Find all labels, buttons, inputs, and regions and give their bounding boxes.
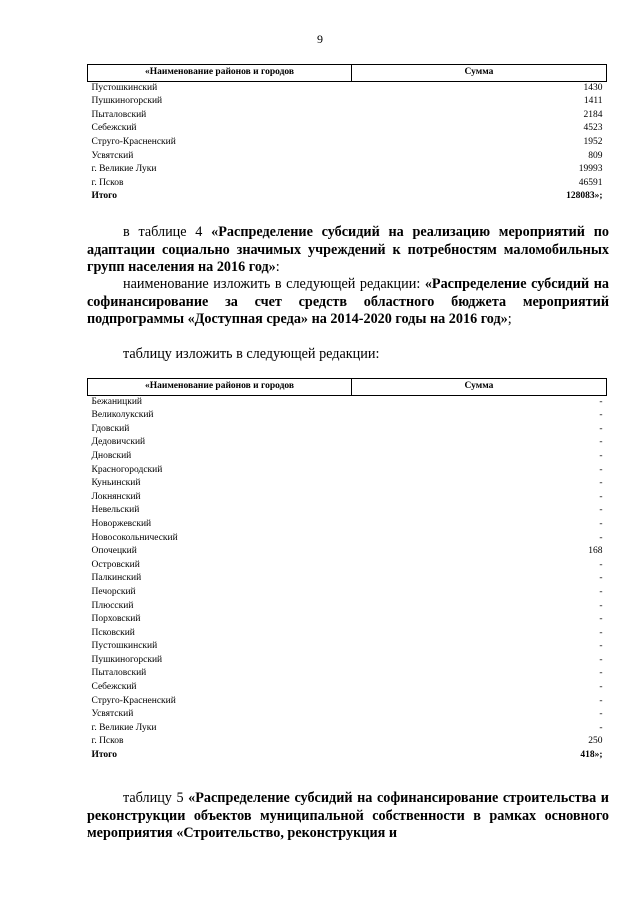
row-name-cell: Струго-Красненский <box>91 136 176 147</box>
paragraph-table-redaction: таблицу изложить в следующей редакции: <box>123 346 380 362</box>
row-name-cell: Дедовичский <box>91 437 146 448</box>
column-header-name: «Наименование районов и городов <box>88 65 352 82</box>
row-name-cell: Бежаницкий <box>91 396 142 407</box>
table-body <box>88 395 607 763</box>
paragraph-table4 <box>87 224 609 277</box>
table-row <box>88 109 607 123</box>
table-row <box>88 586 607 600</box>
row-sum-cell: 809 <box>588 150 603 161</box>
table-row <box>88 504 607 518</box>
row-sum-cell: - <box>599 478 603 489</box>
row-sum-cell: 168 <box>588 546 603 557</box>
column-header-sum: Сумма <box>352 379 607 396</box>
table-subsidies-2 <box>87 378 607 763</box>
row-name-cell: Пустошкинский <box>91 641 158 652</box>
table-row <box>88 613 607 627</box>
row-name-cell: Плюсский <box>91 600 134 611</box>
row-name-cell: Палкинский <box>91 573 142 584</box>
row-name-cell: г. Великие Луки <box>91 164 157 175</box>
table-row <box>88 122 607 136</box>
row-name-cell: Новоржевский <box>91 518 152 529</box>
row-sum-cell: 250 <box>588 736 603 747</box>
row-sum-cell: - <box>599 518 603 529</box>
table-row <box>88 559 607 573</box>
paragraph-title-redaction <box>87 276 609 329</box>
paragraph-bold-title: «Распределение субсидий на реализацию мероприятий по адаптации социально значимых учреждений к потребностям маломобильных групп населения на 2016 год» <box>87 224 610 275</box>
table-row <box>88 81 607 95</box>
paragraph-lead: наименование изложить в следующей редакции: <box>123 276 425 292</box>
table-row <box>88 177 607 191</box>
table-row <box>88 136 607 150</box>
row-name-cell: Великолукский <box>91 410 154 421</box>
row-name-cell: Усвятский <box>91 709 134 720</box>
row-sum-cell: - <box>599 709 603 720</box>
row-sum-cell: 1430 <box>583 82 603 93</box>
row-sum-cell: - <box>599 682 603 693</box>
table-row <box>88 640 607 654</box>
row-sum-cell: - <box>599 450 603 461</box>
row-name-cell: г. Псков <box>91 177 124 188</box>
row-name-cell: г. Псков <box>91 736 124 747</box>
row-sum-cell: - <box>599 722 603 733</box>
row-name-cell: Опочецкий <box>91 546 137 557</box>
table-row <box>88 423 607 437</box>
paragraph-table5 <box>87 790 609 843</box>
row-name-cell: Новосокольнический <box>91 532 178 543</box>
table-header-row <box>88 379 607 396</box>
row-sum-cell: 2184 <box>583 109 603 120</box>
row-sum-cell: - <box>599 423 603 434</box>
row-name-cell: Дновский <box>91 450 132 461</box>
row-name-cell: Струго-Красненский <box>91 695 176 706</box>
row-sum-cell: - <box>599 532 603 543</box>
paragraph-tail: : <box>275 259 280 275</box>
row-sum-cell: 19993 <box>578 164 603 175</box>
table-row <box>88 163 607 177</box>
row-sum-cell: - <box>599 586 603 597</box>
row-sum-cell: - <box>599 600 603 611</box>
table-row <box>88 681 607 695</box>
total-sum-cell: 128083»; <box>566 191 603 202</box>
table-body <box>88 81 607 204</box>
total-label-cell: Итого <box>91 191 118 202</box>
table-row <box>88 95 607 109</box>
row-name-cell: г. Великие Луки <box>91 722 157 733</box>
table-total-row <box>88 749 607 763</box>
row-sum-cell: - <box>599 695 603 706</box>
table-total-row <box>88 190 607 204</box>
table-row <box>88 572 607 586</box>
row-sum-cell: - <box>599 627 603 638</box>
row-sum-cell: - <box>599 668 603 679</box>
total-label-cell: Итого <box>91 750 118 761</box>
row-sum-cell: - <box>599 396 603 407</box>
row-name-cell: Локнянский <box>91 491 141 502</box>
table-row <box>88 627 607 641</box>
row-name-cell: Псковский <box>91 627 135 638</box>
table-row <box>88 477 607 491</box>
row-name-cell: Гдовский <box>91 423 130 434</box>
row-name-cell: Пушкиногорский <box>91 96 163 107</box>
row-name-cell: Куньинский <box>91 478 141 489</box>
table-row <box>88 491 607 505</box>
row-sum-cell: - <box>599 491 603 502</box>
row-sum-cell: - <box>599 641 603 652</box>
table-row <box>88 395 607 409</box>
column-header-sum: Сумма <box>352 65 607 82</box>
table-row <box>88 600 607 614</box>
table-row <box>88 695 607 709</box>
column-header-name: «Наименование районов и городов <box>88 379 352 396</box>
table-subsidies-1 <box>87 64 607 204</box>
row-sum-cell: 4523 <box>583 123 603 134</box>
row-sum-cell: - <box>599 559 603 570</box>
table-header-row <box>88 65 607 82</box>
total-sum-cell: 418»; <box>580 750 603 761</box>
table-row <box>88 450 607 464</box>
row-name-cell: Островский <box>91 559 140 570</box>
table-row <box>88 464 607 478</box>
table-row <box>88 518 607 532</box>
row-name-cell: Пыталовский <box>91 109 147 120</box>
row-sum-cell: - <box>599 410 603 421</box>
row-sum-cell: - <box>599 464 603 475</box>
row-sum-cell: - <box>599 573 603 584</box>
row-sum-cell: - <box>599 437 603 448</box>
row-name-cell: Пушкиногорский <box>91 654 163 665</box>
table-row <box>88 722 607 736</box>
row-sum-cell: 1952 <box>583 136 603 147</box>
table-row <box>88 708 607 722</box>
row-sum-cell: - <box>599 614 603 625</box>
table-row <box>88 735 607 749</box>
row-name-cell: Пустошкинский <box>91 82 158 93</box>
table-row <box>88 545 607 559</box>
paragraph-tail: ; <box>507 311 512 327</box>
row-sum-cell: - <box>599 654 603 665</box>
paragraph-lead: в таблице 4 <box>123 224 212 240</box>
row-sum-cell: 46591 <box>578 177 603 188</box>
row-name-cell: Себежский <box>91 123 137 134</box>
table-row <box>88 150 607 164</box>
paragraph-bold-title: «Распределение субсидий на софинансирование за счет средств областного бюджета мероприятий подпрограммы «Доступная среда» на 2014-2020 годы на 2016 год» <box>87 276 610 327</box>
row-sum-cell: - <box>599 505 603 516</box>
table-row <box>88 409 607 423</box>
row-name-cell: Невельский <box>91 505 140 516</box>
paragraph-bold-title: «Распределение субсидий на софинансирование строительства и реконструкции объектов муниципальной собственности в рамках основного мероприятия «Строительство, реконструкция и <box>87 790 609 841</box>
row-name-cell: Порховский <box>91 614 141 625</box>
table-row <box>88 532 607 546</box>
row-name-cell: Красногородский <box>91 464 163 475</box>
paragraph-lead: таблицу 5 <box>123 790 189 806</box>
table-row <box>88 667 607 681</box>
table-row <box>88 654 607 668</box>
table-row <box>88 436 607 450</box>
page-number: 9 <box>317 32 323 46</box>
row-name-cell: Печорский <box>91 586 136 597</box>
row-sum-cell: 1411 <box>583 96 603 107</box>
row-name-cell: Пыталовский <box>91 668 147 679</box>
row-name-cell: Усвятский <box>91 150 134 161</box>
row-name-cell: Себежский <box>91 682 137 693</box>
